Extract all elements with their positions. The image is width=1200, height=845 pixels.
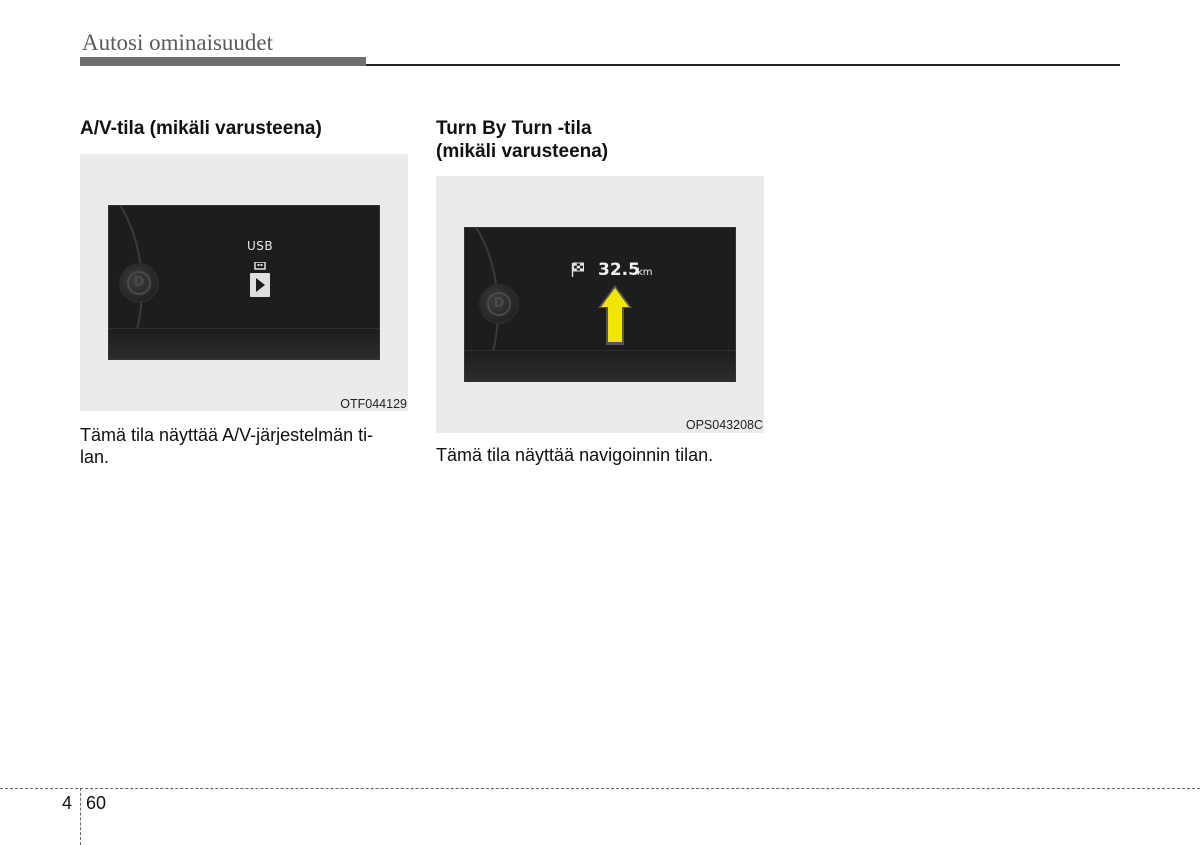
gear-indicator-icon: D <box>479 284 519 324</box>
footer-rule <box>0 788 1200 789</box>
figure-tbt-mode <box>436 176 764 433</box>
usb-play-icon <box>249 262 271 298</box>
body-text-av-line2: lan. <box>80 447 110 467</box>
section-heading-av-mode: A/V-tila (mikäli varusteena) <box>80 118 322 139</box>
header-bar <box>80 57 366 66</box>
figure-av-mode <box>80 154 408 411</box>
usb-label: USB <box>247 239 274 253</box>
distance-value: 32.5 <box>598 260 640 280</box>
header-rule <box>366 64 1120 66</box>
body-text-av-line1: Tämä tila näyttää A/V-järjestelmän ti- <box>80 425 374 445</box>
figure-code: OTF044129 <box>340 397 407 411</box>
cluster-display <box>464 227 736 382</box>
display-bottom-band <box>465 350 735 381</box>
footer-divider <box>80 788 81 845</box>
gear-indicator-icon: D <box>119 263 159 303</box>
chapter-number: 4 <box>62 793 73 813</box>
checkered-flag-icon <box>571 262 585 278</box>
display-bottom-band <box>109 328 379 359</box>
cluster-display <box>108 205 380 360</box>
section-heading-tbt-mode: Turn By Turn -tila <box>436 118 592 139</box>
figure-code: OPS043208C <box>685 418 763 432</box>
straight-arrow-icon <box>596 284 634 346</box>
page-number: 60 <box>86 793 107 813</box>
section-heading-tbt-mode-line2: (mikäli varusteena) <box>436 141 609 162</box>
body-text-tbt: Tämä tila näyttää navigoinnin tilan. <box>436 445 714 465</box>
page-header-title: Autosi ominaisuudet <box>82 30 274 55</box>
distance-unit: km <box>637 267 653 278</box>
